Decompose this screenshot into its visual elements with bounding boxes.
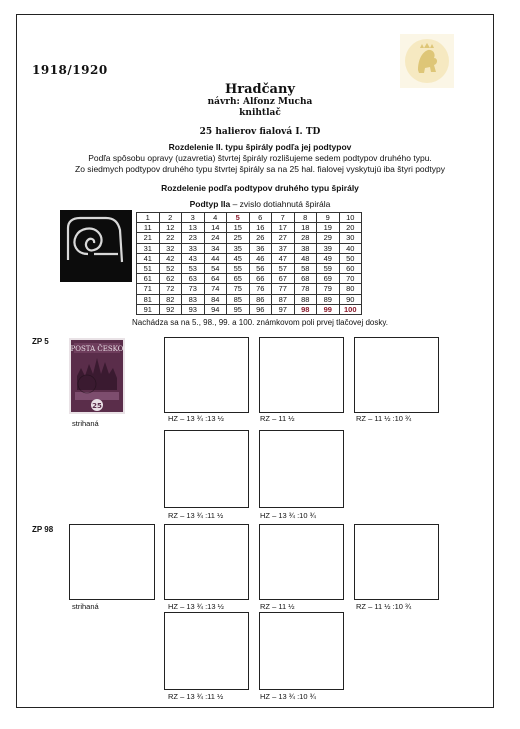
grid-cell: 17: [272, 223, 295, 233]
grid-cell: 39: [317, 243, 340, 253]
grid-cell: 15: [227, 223, 250, 233]
grid-cell: 40: [339, 243, 362, 253]
grid-cell: 30: [339, 233, 362, 243]
caption-perf: RZ – 11 ½: [260, 414, 295, 423]
caption-perf: HZ – 13 ¾ :10 ¾: [260, 692, 316, 701]
caption-perf: RZ – 13 ¾ :11 ½: [168, 692, 224, 701]
print-method: knihtlač: [239, 108, 281, 118]
section-heading: Rozdelenie II. typu špirály podľa jej podtypov: [168, 142, 352, 152]
grid-cell: 1: [137, 213, 160, 223]
grid-row: [137, 223, 362, 233]
stamp-image: [69, 338, 125, 414]
grid-cell: 37: [272, 243, 295, 253]
subtype-description: – zvislo dotiahnutá špirála: [232, 199, 331, 209]
grid-cell: 56: [249, 263, 272, 273]
spiral-detail-image: [60, 210, 132, 282]
grid-cell: 80: [339, 284, 362, 294]
grid-cell: 81: [137, 294, 160, 304]
grid-cell: 67: [272, 274, 295, 284]
grid-cell: 34: [204, 243, 227, 253]
grid-cell: 76: [249, 284, 272, 294]
grid-cell: 23: [182, 233, 205, 243]
grid-cell: 97: [272, 304, 295, 314]
grid-cell: 11: [137, 223, 160, 233]
grid-cell: 79: [317, 284, 340, 294]
grid-cell: 57: [272, 263, 295, 273]
grid-cell: 89: [317, 294, 340, 304]
section-label-zp98: ZP 98: [32, 525, 54, 534]
grid-cell: 45: [227, 253, 250, 263]
grid-cell: 62: [159, 274, 182, 284]
grid-cell: 100: [339, 304, 362, 314]
grid-cell: 51: [137, 263, 160, 273]
stamp-country-text: POSTA ČESKO: [70, 345, 124, 353]
grid-cell: 85: [227, 294, 250, 304]
album-box-zp98-rz-13-75x11-5: [164, 612, 249, 690]
grid-cell: 29: [317, 233, 340, 243]
grid-cell: 14: [204, 223, 227, 233]
grid-cell: 6: [249, 213, 272, 223]
grid-cell: 52: [159, 263, 182, 273]
grid-cell: 91: [137, 304, 160, 314]
grid-cell: 3: [182, 213, 205, 223]
grid-row: [137, 294, 362, 304]
grid-cell: 61: [137, 274, 160, 284]
grid-cell: 64: [204, 274, 227, 284]
year-label: 1918/1920: [32, 63, 108, 77]
grid-row: [137, 274, 362, 284]
grid-cell: 24: [204, 233, 227, 243]
grid-cell: 21: [137, 233, 160, 243]
caption-perf: RZ – 11 ½ :10 ¾: [356, 414, 412, 423]
grid-cell: 96: [249, 304, 272, 314]
grid-cell: 98: [294, 304, 317, 314]
grid-cell: 82: [159, 294, 182, 304]
grid-cell: 70: [339, 274, 362, 284]
grid-cell: 78: [294, 284, 317, 294]
grid-cell: 71: [137, 284, 160, 294]
grid-cell: 4: [204, 213, 227, 223]
grid-cell: 87: [272, 294, 295, 304]
album-box-zp98-rz-11-5x10-75: [354, 524, 439, 600]
grid-cell: 10: [339, 213, 362, 223]
grid-cell: 50: [339, 253, 362, 263]
grid-cell: 42: [159, 253, 182, 263]
caption-perf: RZ – 13 ¾ :11 ½: [168, 511, 224, 520]
intro-text: [0, 153, 520, 174]
grid-cell: 12: [159, 223, 182, 233]
grid-cell: 33: [182, 243, 205, 253]
album-box-zp5-rz-13-75x11-5: [164, 430, 249, 508]
grid-cell: 86: [249, 294, 272, 304]
grid-cell: 13: [182, 223, 205, 233]
grid-cell: 19: [317, 223, 340, 233]
grid-cell: 43: [182, 253, 205, 263]
grid-cell: 9: [317, 213, 340, 223]
position-note: Nachádza sa na 5., 98., 99. a 100. známkovom poli prvej tlačovej dosky.: [132, 318, 388, 327]
caption-perf: HZ – 13 ¾ :10 ¾: [260, 511, 316, 520]
grid-cell: 84: [204, 294, 227, 304]
subheading: Rozdelenie podľa podtypov druhého typu špirály: [161, 183, 359, 193]
grid-cell: 35: [227, 243, 250, 253]
grid-cell: 47: [272, 253, 295, 263]
grid-cell: 95: [227, 304, 250, 314]
grid-cell: 5: [227, 213, 250, 223]
grid-cell: 66: [249, 274, 272, 284]
stamp-value-title: 25 halierov fialová I. TD: [199, 127, 321, 137]
grid-row: [137, 284, 362, 294]
lion-emblem-icon: [400, 34, 454, 88]
grid-cell: 55: [227, 263, 250, 273]
album-box-zp5-hz-13-75x13-5: [164, 337, 249, 413]
grid-cell: 2: [159, 213, 182, 223]
grid-cell: 68: [294, 274, 317, 284]
intro-line-1: Podľa spôsobu opravy (uzavretia) štvrtej špirály rozlišujeme sedem podtypov druhého typu.: [88, 153, 432, 163]
intro-line-2: Zo siedmych podtypov druhého typu štvrtej špirály sa na 25 hal. fialovej vyskytujú iba štyri podtypy: [75, 163, 445, 174]
grid-cell: 7: [272, 213, 295, 223]
sheet-position-grid: [136, 212, 362, 315]
grid-cell: 22: [159, 233, 182, 243]
stamp-value-text: 25: [92, 402, 102, 410]
grid-cell: 60: [339, 263, 362, 273]
grid-cell: 65: [227, 274, 250, 284]
grid-cell: 54: [204, 263, 227, 273]
grid-cell: 99: [317, 304, 340, 314]
grid-cell: 48: [294, 253, 317, 263]
grid-row: [137, 233, 362, 243]
grid-cell: 75: [227, 284, 250, 294]
grid-row: [137, 304, 362, 314]
grid-cell: 53: [182, 263, 205, 273]
grid-cell: 77: [272, 284, 295, 294]
caption-perf: HZ – 13 ¾ :13 ½: [168, 602, 224, 611]
caption-perf: HZ – 13 ¾ :13 ½: [168, 414, 224, 423]
section-label-zp5: ZP 5: [32, 337, 49, 346]
grid-cell: 49: [317, 253, 340, 263]
grid-cell: 93: [182, 304, 205, 314]
grid-cell: 92: [159, 304, 182, 314]
grid-cell: 83: [182, 294, 205, 304]
grid-cell: 74: [204, 284, 227, 294]
grid-cell: 25: [227, 233, 250, 243]
grid-cell: 31: [137, 243, 160, 253]
caption-imperforate: strihaná: [72, 419, 99, 428]
grid-cell: 20: [339, 223, 362, 233]
album-box-zp98-hz-13-75x13-5: [164, 524, 249, 600]
album-box-zp5-hz-13-75x10-75: [259, 430, 344, 508]
grid-cell: 69: [317, 274, 340, 284]
album-box-zp98-hz-13-75x10-75: [259, 612, 344, 690]
grid-row: [137, 243, 362, 253]
album-box-zp5-rz-11-5: [259, 337, 344, 413]
subtype-name: Podtyp IIa: [189, 199, 231, 209]
grid-row: [137, 213, 362, 223]
caption-imperforate: strihaná: [72, 602, 99, 611]
grid-cell: 88: [294, 294, 317, 304]
designer-line: návrh: Alfonz Mucha: [207, 97, 313, 107]
grid-cell: 73: [182, 284, 205, 294]
grid-cell: 41: [137, 253, 160, 263]
grid-cell: 16: [249, 223, 272, 233]
caption-perf: RZ – 11 ½: [260, 602, 295, 611]
caption-perf: RZ – 11 ½ :10 ¾: [356, 602, 412, 611]
subtype-line: [0, 199, 520, 209]
grid-cell: 94: [204, 304, 227, 314]
grid-cell: 38: [294, 243, 317, 253]
grid-cell: 27: [272, 233, 295, 243]
grid-cell: 46: [249, 253, 272, 263]
grid-cell: 90: [339, 294, 362, 304]
grid-cell: 72: [159, 284, 182, 294]
grid-cell: 18: [294, 223, 317, 233]
grid-cell: 26: [249, 233, 272, 243]
grid-row: [137, 253, 362, 263]
grid-cell: 59: [317, 263, 340, 273]
grid-cell: 44: [204, 253, 227, 263]
grid-row: [137, 263, 362, 273]
album-box-zp98-rz-11-5: [259, 524, 344, 600]
grid-cell: 8: [294, 213, 317, 223]
album-box-zp98-imperforate: [69, 524, 155, 600]
grid-cell: 36: [249, 243, 272, 253]
grid-cell: 58: [294, 263, 317, 273]
album-box-zp5-rz-11-5x10-75: [354, 337, 439, 413]
grid-cell: 32: [159, 243, 182, 253]
grid-cell: 28: [294, 233, 317, 243]
stamp-series-title: Hradčany: [225, 82, 295, 97]
grid-cell: 63: [182, 274, 205, 284]
